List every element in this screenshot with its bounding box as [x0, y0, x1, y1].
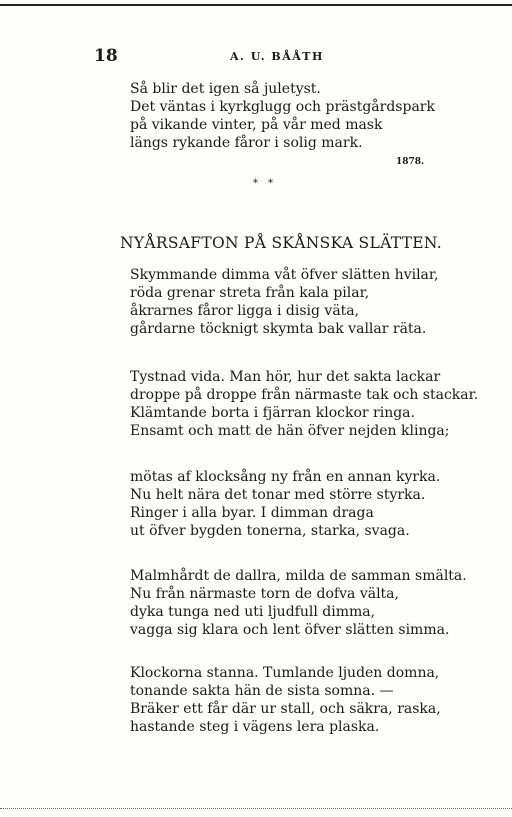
poem-line: Skymmande dimma våt öfver slätten hvilar, [130, 267, 439, 283]
poem-line: Så blir det igen så juletyst. [130, 81, 321, 97]
poem-line: Det väntas i kyrkglugg och prästgårdspark [130, 99, 435, 115]
stanza-5 [130, 664, 441, 736]
bottom-edge [0, 808, 512, 809]
poem-line: droppe på droppe från närmaste tak och stackar. [130, 387, 479, 403]
poem-line: Ringer i alla byar. I dimman draga [130, 505, 374, 521]
poem-line: tonande sakta hän de sista somna. — [130, 683, 394, 699]
poem-line: Ensamt och matt de hän öfver nejden klinga; [130, 423, 450, 439]
poem-line: åkrarnes fåror ligga i disig väta, [130, 303, 360, 319]
poem-line: längs rykande fåror i solig mark. [130, 135, 363, 151]
poem-line: på vikande vinter, på vår med mask [130, 117, 383, 133]
poem-title: NYÅRSAFTON PÅ SKÅNSKA SLÄTTEN. [120, 234, 442, 252]
poem-line: dyka tunga ned uti ljudfull dimma, [130, 604, 376, 620]
page-number: 18 [94, 46, 118, 66]
stanza-4 [130, 567, 467, 639]
poem-line: ut öfver bygden tonerna, starka, svaga. [130, 523, 410, 539]
stanza-1 [130, 266, 439, 338]
poem-line: gårdarne töcknigt skymta bak vallar räta. [130, 321, 427, 337]
poem-line: Malmhårdt de dallra, milda de samman smälta. [130, 568, 467, 584]
ornament-asterisk: * [268, 178, 273, 189]
poem-line: röda grenar streta från kala pilar, [130, 285, 370, 301]
stanza-2 [130, 368, 478, 440]
top-rule [0, 4, 512, 6]
running-head: A. U. BÅÅTH [230, 50, 324, 63]
poem-line: vagga sig klara och lent öfver slätten simma. [130, 622, 450, 638]
poem-line: Bräker ett får där ur stall, och säkra, raska, [130, 701, 441, 717]
poem-line: Tystnad vida. Man hör, hur det sakta lackar [130, 369, 441, 385]
poem-line: Nu helt nära det tonar med större styrka. [130, 487, 426, 503]
poem-year: 1878. [396, 157, 425, 167]
poem-line: Klockorna stanna. Tumlande ljuden domna, [130, 665, 440, 681]
poem-line: mötas af klocksång ny från en annan kyrka. [130, 469, 441, 485]
first-poem-stanza [130, 80, 435, 152]
poem-line: Nu från närmaste torn de dofva välta, [130, 586, 399, 602]
stanza-3 [130, 468, 440, 540]
poem-line: hastande steg i vägens lera plaska. [130, 719, 380, 735]
ornament-asterisk: * [253, 178, 258, 189]
poem-line: Klämtande borta i fjärran klockor ringa. [130, 405, 415, 421]
